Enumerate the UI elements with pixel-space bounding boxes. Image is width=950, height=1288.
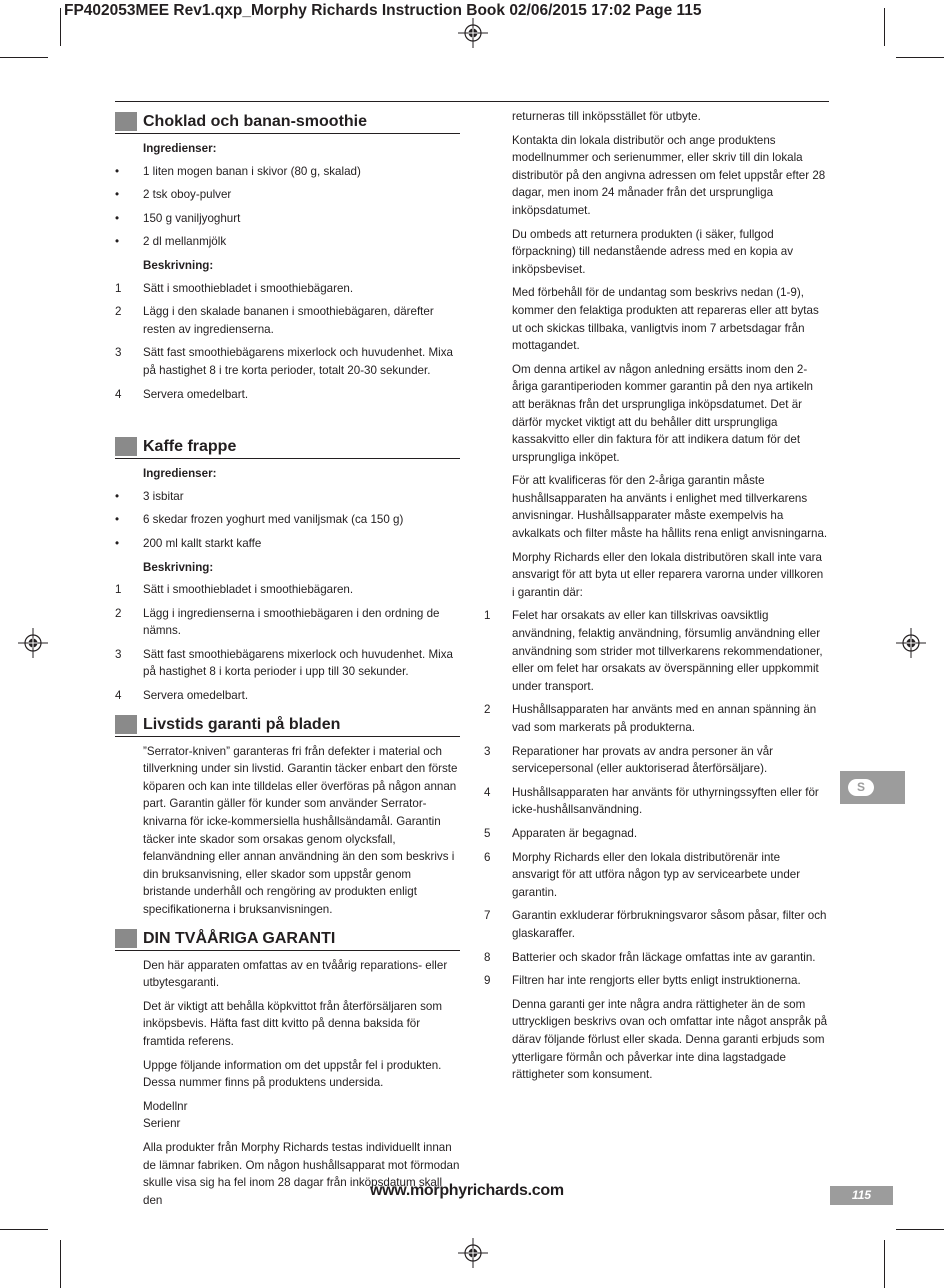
- exclusion-number: 2: [484, 703, 491, 717]
- crop-mark: [896, 1229, 944, 1230]
- guarantee-paragraph: För att kvalificeras för den 2-åriga garantin måste hushållsapparaten ha använts i enlighet med tillverkarens anvisningar. Hushållsapparater måste exempelvis ha avkalkats och filter måste ha hållits rena enligt anvisningarna.: [512, 474, 828, 541]
- exclusion-item: 3 Reparationer har provats av andra personer än vår servicepersonal (eller auktoriserad återförsäljare).: [484, 744, 774, 776]
- guarantee-paragraph: Du ombeds att returnera produkten (i säker, fullgod förpackning) till nedanstående adress med en kopia av inköpsbeviset.: [512, 227, 794, 276]
- left-column: [115, 108, 460, 1215]
- ingredients-label: Ingredienser:: [143, 467, 217, 481]
- registration-mark-icon: [896, 628, 926, 658]
- exclusion-item: 4 Hushållsapparaten har använts för uthyrningssyften eller för icke-hushållsanvändning.: [484, 785, 819, 817]
- footer-url: www.morphyrichards.com: [370, 1182, 564, 1199]
- exclusion-item: 7 Garantin exkluderar förbrukningsvaror såsom påsar, filter och glaskaraffer.: [484, 909, 827, 940]
- step-item: 2 Lägg i ingredienserna i smoothiebägaren i den ordning de nämns.: [115, 606, 440, 638]
- step-item: 4 Servera omedelbart.: [115, 687, 460, 705]
- crop-mark: [884, 1240, 885, 1288]
- step-number: 4: [115, 689, 122, 703]
- exclusion-number: 6: [484, 850, 491, 864]
- exclusion-number: 7: [484, 909, 491, 923]
- guarantee-paragraph: Kontakta din lokala distributör och ange produktens modellnummer och serienummer, eller skriv till din lokala distributör på den angivna adressen om felet uppstår efter 28 dagar, men inom 24 månader från det ursprungliga inköpsdatumet.: [512, 133, 826, 217]
- step-number: 1: [115, 583, 122, 597]
- right-column: [484, 108, 829, 1090]
- list-item: • 1 liten mogen banan i skivor (80 g, skalad): [115, 163, 460, 181]
- step-item: 1 Sätt i smoothiebladet i smoothiebägaren.: [115, 581, 460, 599]
- exclusion-number: 3: [484, 744, 491, 758]
- crop-mark: [60, 8, 61, 46]
- list-item: • 150 g vaniljyoghurt: [115, 210, 460, 228]
- guarantee-paragraph: ”Serrator-kniven” garanteras fri från defekter i material och tillverkning under sin livstid. Garantin täcker enbart den förste köparen och kan inte tilldelas eller överföras på någon annan part. Garantin gäller för kunder som använder Serrator-knivarna för icke-kommersiella hushållsändamål. Garantin täcker inte skador som orsakas genom olycksfall, felanvändning eller annan användning än den som beskrivs i din bruksanvisning, eller skador som uppstår genom bristande underhåll och rengöring av produkten enligt specifikationerna i bruksanvisningen.: [143, 744, 458, 916]
- ingredients-label: Ingredienser:: [143, 142, 217, 155]
- serial-number-label: Serienr: [143, 1117, 181, 1131]
- registration-mark-icon: [458, 1238, 488, 1268]
- exclusion-number: 4: [484, 785, 491, 799]
- step-item: 3 Sätt fast smoothiebägarens mixerlock och huvudenhet. Mixa på hastighet 8 i korta perioder i upp till 30 sekunder.: [115, 647, 453, 679]
- guarantee-paragraph: Det är viktigt att behålla köpkvittot från återförsäljaren som inköpsbevis. Häfta fast ditt kvitto på denna baksida för framtida referens.: [143, 999, 442, 1048]
- section-heading-two-year-guarantee: [115, 925, 460, 951]
- list-item: • 2 tsk oboy-pulver: [115, 186, 460, 204]
- crop-mark: [60, 1240, 61, 1288]
- section-title: DIN TVÅÅRIGA GARANTI: [143, 929, 336, 947]
- step-item: 1 Sätt i smoothiebladet i smoothiebägaren.: [115, 280, 460, 298]
- exclusion-item: 5 Apparaten är begagnad.: [484, 825, 829, 843]
- language-code: S: [848, 779, 874, 796]
- section-title: Livstids garanti på bladen: [143, 715, 341, 733]
- heading-marker: [115, 437, 137, 456]
- exclusion-number: 5: [484, 826, 491, 840]
- exclusion-item: 1 Felet har orsakats av eller kan tillskrivas oavsiktlig användning, felaktig användning, försumlig användning eller användning som strider mot tillverkarens rekommendationer, eller om felet har orsakats av överspänning eller uppkommit under transport.: [484, 609, 823, 693]
- section-heading-smoothie: [115, 108, 460, 134]
- section-heading-frappe: [115, 433, 460, 459]
- step-number: 2: [115, 606, 122, 620]
- description-label: Beskrivning:: [143, 258, 214, 272]
- section-title: Kaffe frappe: [143, 438, 237, 456]
- guarantee-paragraph: Uppge följande information om det uppstår fel i produkten. Dessa nummer finns på produktens undersida.: [143, 1058, 442, 1090]
- heading-marker: [115, 715, 137, 734]
- step-item: 4 Servera omedelbart.: [115, 386, 460, 404]
- step-number: 4: [115, 387, 122, 401]
- exclusion-number: 9: [484, 974, 491, 988]
- language-tab: [840, 771, 905, 804]
- print-slug-header: FP402053MEE Rev1.qxp_Morphy Richards Instruction Book 02/06/2015 17:02 Page 115: [64, 2, 702, 19]
- registration-mark-icon: [18, 628, 48, 658]
- top-rule: [115, 101, 829, 102]
- step-item: 3 Sätt fast smoothiebägarens mixerlock och huvudenhet. Mixa på hastighet 8 i tre korta perioder, totalt 20-30 sekunder.: [115, 346, 453, 377]
- guarantee-paragraph: Alla produkter från Morphy Richards testas individuellt innan de lämnar fabriken. Om någon hushållsapparat mot förmodan skulle visa sig ha fel inom 28 dagar från inköpsdatum skall den: [143, 1140, 460, 1207]
- exclusion-item: 6 Morphy Richards eller den lokala distributörenär inte ansvarigt för att utföra någon typ av servicearbete under garantin.: [484, 850, 801, 899]
- step-number: 3: [115, 346, 122, 360]
- registration-mark-icon: [458, 18, 488, 48]
- bullet-icon: •: [115, 211, 120, 225]
- exclusion-number: 8: [484, 950, 491, 964]
- exclusion-item: 8 Batterier och skador från läckage omfattas inte av garantin.: [484, 949, 829, 967]
- exclusion-item: 2 Hushållsapparaten har använts med en annan spänning än vad som markerats på produkterna.: [484, 703, 817, 734]
- description-label: Beskrivning:: [143, 560, 214, 574]
- guarantee-paragraph: Morphy Richards eller den lokala distributören skall inte vara ansvarigt för att byta ut eller reparera varorna under villkoren i garantin där:: [512, 550, 824, 599]
- list-item: • 3 isbitar: [115, 488, 460, 506]
- bullet-icon: •: [115, 164, 120, 178]
- list-item: • 200 ml kallt starkt kaffe: [115, 535, 460, 553]
- exclusion-number: 1: [484, 609, 491, 623]
- bullet-icon: •: [115, 235, 120, 249]
- exclusion-item: 9 Filtren har inte rengjorts eller bytts enligt instruktionerna.: [484, 972, 829, 990]
- step-number: 1: [115, 281, 122, 295]
- list-item: • 2 dl mellanmjölk: [115, 233, 460, 251]
- page-number: 115: [830, 1186, 893, 1205]
- bullet-icon: •: [115, 513, 120, 527]
- step-number: 2: [115, 305, 122, 319]
- crop-mark: [884, 8, 885, 46]
- heading-marker: [115, 929, 137, 948]
- crop-mark: [0, 1229, 48, 1230]
- guarantee-paragraph: Den här apparaten omfattas av en tvåårig reparations- eller utbytesgaranti.: [143, 958, 448, 990]
- list-item: • 6 skedar frozen yoghurt med vaniljsmak (ca 150 g): [115, 511, 460, 529]
- closing-paragraph: Denna garanti ger inte några andra rättigheter än de som uttryckligen beskrivs ovan och omfattar inte något anspråk på därav följande förlust eller skada. Denna garanti erbjuds som ytterligare förmån och påverkar inte dina lagstadgade rättigheter som konsument.: [512, 997, 828, 1082]
- bullet-icon: •: [115, 188, 120, 202]
- guarantee-paragraph: Med förbehåll för de undantag som beskrivs nedan (1-9), kommer den felaktiga produkten att repareras eller att bytas ut och skickas tillbaka, vanligtvis inom 7 arbetsdagar från mottagandet.: [512, 286, 819, 353]
- crop-mark: [0, 57, 48, 58]
- guarantee-paragraph: Om denna artikel av någon anledning ersätts inom den 2-åriga garantiperioden kommer garantin på den nya artikeln att beräknas från det ursprungliga inköpsdatumet. Det är därför mycket viktigt att du behåller ditt ursprungliga kassakvitto eller din faktura för att indikera datum för det ursprungliga inköpet.: [512, 362, 813, 464]
- step-number: 3: [115, 647, 122, 661]
- step-item: 2 Lägg i den skalade bananen i smoothiebägaren, därefter resten av ingredienserna.: [115, 305, 434, 336]
- bullet-icon: •: [115, 489, 120, 503]
- guarantee-paragraph: returneras till inköpsstället för utbyte.: [512, 110, 701, 123]
- bullet-icon: •: [115, 536, 120, 550]
- crop-mark: [896, 57, 944, 58]
- heading-marker: [115, 112, 137, 131]
- model-number-label: Modellnr: [143, 1099, 188, 1113]
- section-title: Choklad och banan-smoothie: [143, 113, 368, 130]
- section-heading-blade-guarantee: [115, 711, 460, 737]
